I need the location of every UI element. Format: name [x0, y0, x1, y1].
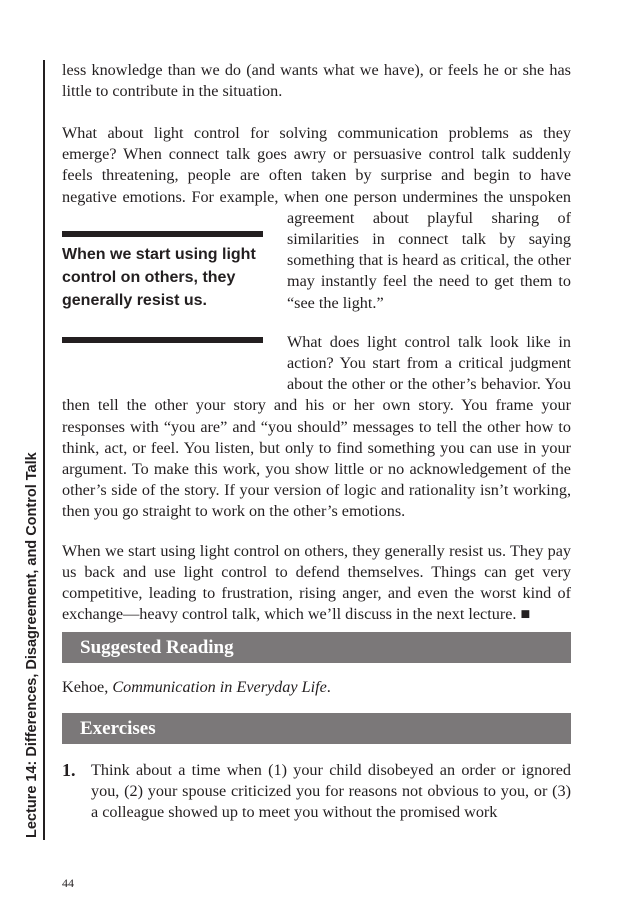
reading-citation	[62, 677, 571, 698]
exercise-text: Think about a time when (1) your child disobeyed an order or ignored you, (2) your spouse criticized you for reasons not obvious to you, or (3) a colleague showed up to meet you without the promised work	[91, 761, 571, 822]
pull-quote-text: When we start using light control on others, they generally resist us.	[62, 246, 256, 309]
pull-quote	[62, 229, 263, 391]
page-number: 44	[62, 876, 74, 890]
margin-rule	[43, 60, 45, 840]
exercises-heading: Exercises	[62, 713, 571, 744]
suggested-reading-heading: Suggested Reading	[62, 632, 571, 663]
pull-quote-top-bar	[62, 231, 263, 237]
citation-end: .	[326, 678, 331, 696]
exercise-number: 1.	[62, 760, 76, 780]
wrapped-section	[62, 123, 571, 625]
paragraph-1: less knowledge than we do (and wants what we have), or feels he or she has little to contribute in the situation.	[62, 61, 571, 101]
running-head: Lecture 14: Differences, Disagreement, and Control Talk	[24, 452, 40, 838]
paragraph-3: What does light control talk look like in action? You start from a critical judgment about the other or the other’s behavior. You then tell the other your story and his or her own story. You frame your responses with “you are” and “you should” messages to tell the other how to think, act, or feel. You listen, but only to find something you can use in your argument. To make this work, you show little or no acknowledgement of the other’s side of the story. If your version of logic and rationality isn’t working, then you go straight to work on the other’s emotions.	[62, 332, 571, 521]
pull-quote-bottom-bar	[62, 337, 263, 343]
paragraph-2: What about light control for solving communication problems as they emerge? When connect talk goes awry or persuasive control talk suddenly feels threatening, people are often taken by surprise and begin to have negative emotions. For example, when one person undermines the unspoken agreement about playful sharing of similarities in connect talk by saying something that is heard as critical, the other may instantly feel the need to get them to “see the light.”	[62, 124, 571, 312]
exercise-item	[62, 760, 571, 824]
paragraph-4: When we start using light control on others, they generally resist us. They pay us back and use light control to defend themselves. Things can get very competitive, leading to frustration, rising anger, and even the worst kind of exchange—heavy control talk, which we’ll discuss in the next lecture. ■	[62, 541, 571, 624]
citation-author: Kehoe,	[62, 678, 113, 696]
citation-title: Communication in Everyday Life	[112, 678, 327, 696]
